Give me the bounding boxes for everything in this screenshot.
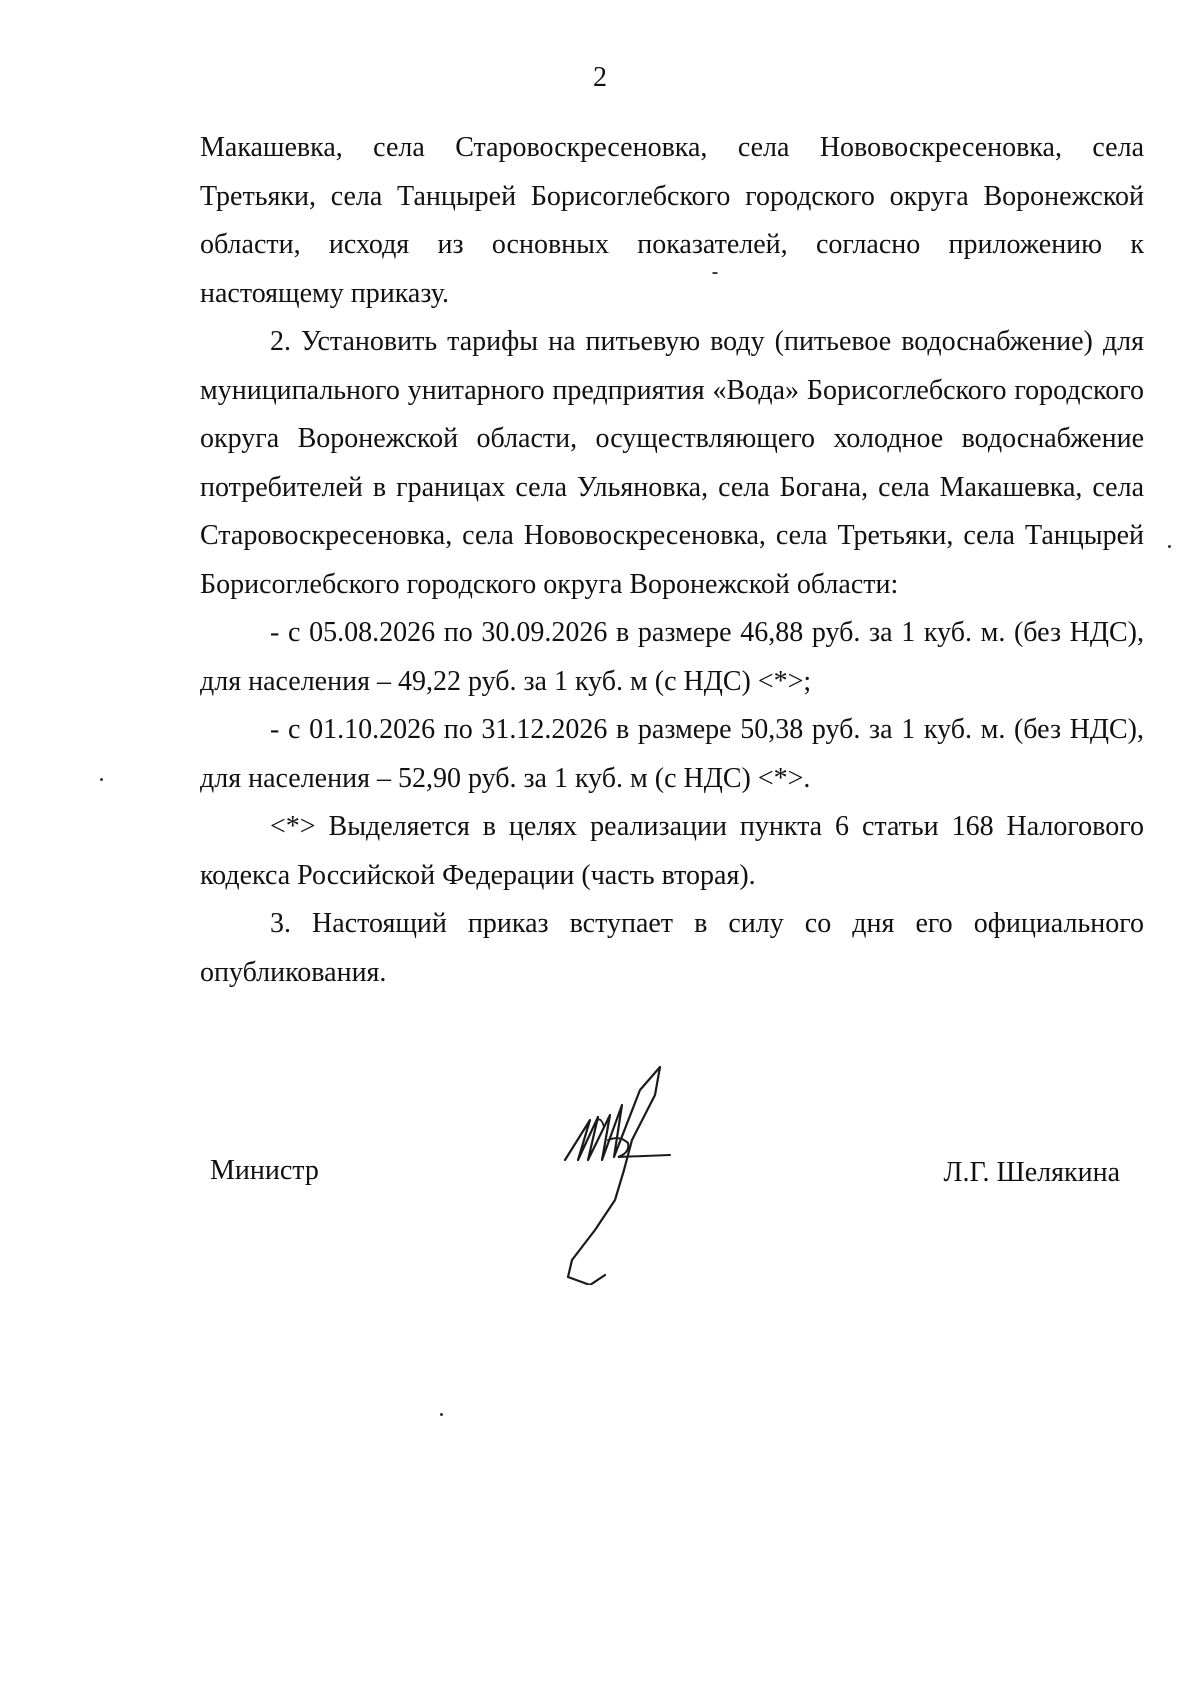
scan-speck <box>712 272 718 274</box>
page-number: 2 <box>593 62 607 93</box>
scan-speck <box>440 1413 443 1416</box>
paragraph-tariff-period-2: - с 01.10.2026 по 31.12.2026 в размере 50,38 руб. за 1 куб. м. (без НДС), для населения – 52,90 руб. за 1 куб. м (с НДС) <*>. <box>200 714 1144 794</box>
paragraph-item-2: 2. Установить тарифы на питьевую воду (питьевое водоснабжение) для муниципального унитарного предприятия «Вода» Борисоглебского городского округа Воронежской области, осуществляющего холодное водоснабжение потребителей в границах села Ульяновка, села Богана, села Макашевка, села Старовоскресеновка, села Нововоскресеновка, села Третьяки, села Танцырей Борисоглебского городского округа Воронежской области: <box>200 326 1144 600</box>
paragraph-footnote: <*> Выделяется в целях реализации пункта 6 статьи 168 Налогового кодекса Российской Федерации (часть вторая). <box>200 811 1144 891</box>
scan-speck <box>100 778 103 781</box>
paragraph-tariff-period-1: - с 05.08.2026 по 30.09.2026 в размере 46,88 руб. за 1 куб. м. (без НДС), для населения – 49,22 руб. за 1 куб. м (с НДС) <*>; <box>200 617 1144 697</box>
document-body <box>200 124 1144 997</box>
signatory-name: Л.Г. Шелякина <box>943 1157 1120 1188</box>
handwritten-signature <box>560 1065 700 1285</box>
scan-speck <box>1168 545 1171 548</box>
paragraph-item-3: 3. Настоящий приказ вступает в силу со дня его официального опубликования. <box>200 908 1144 988</box>
paragraph-continuation: Макашевка, села Старовоскресеновка, села Нововоскресеновка, села Третьяки, села Танцырей Борисоглебского городского округа Воронежской области, исходя из основных показателей, согласно приложению к настоящему приказу. <box>200 132 1144 309</box>
signatory-title: Министр <box>210 1155 319 1186</box>
